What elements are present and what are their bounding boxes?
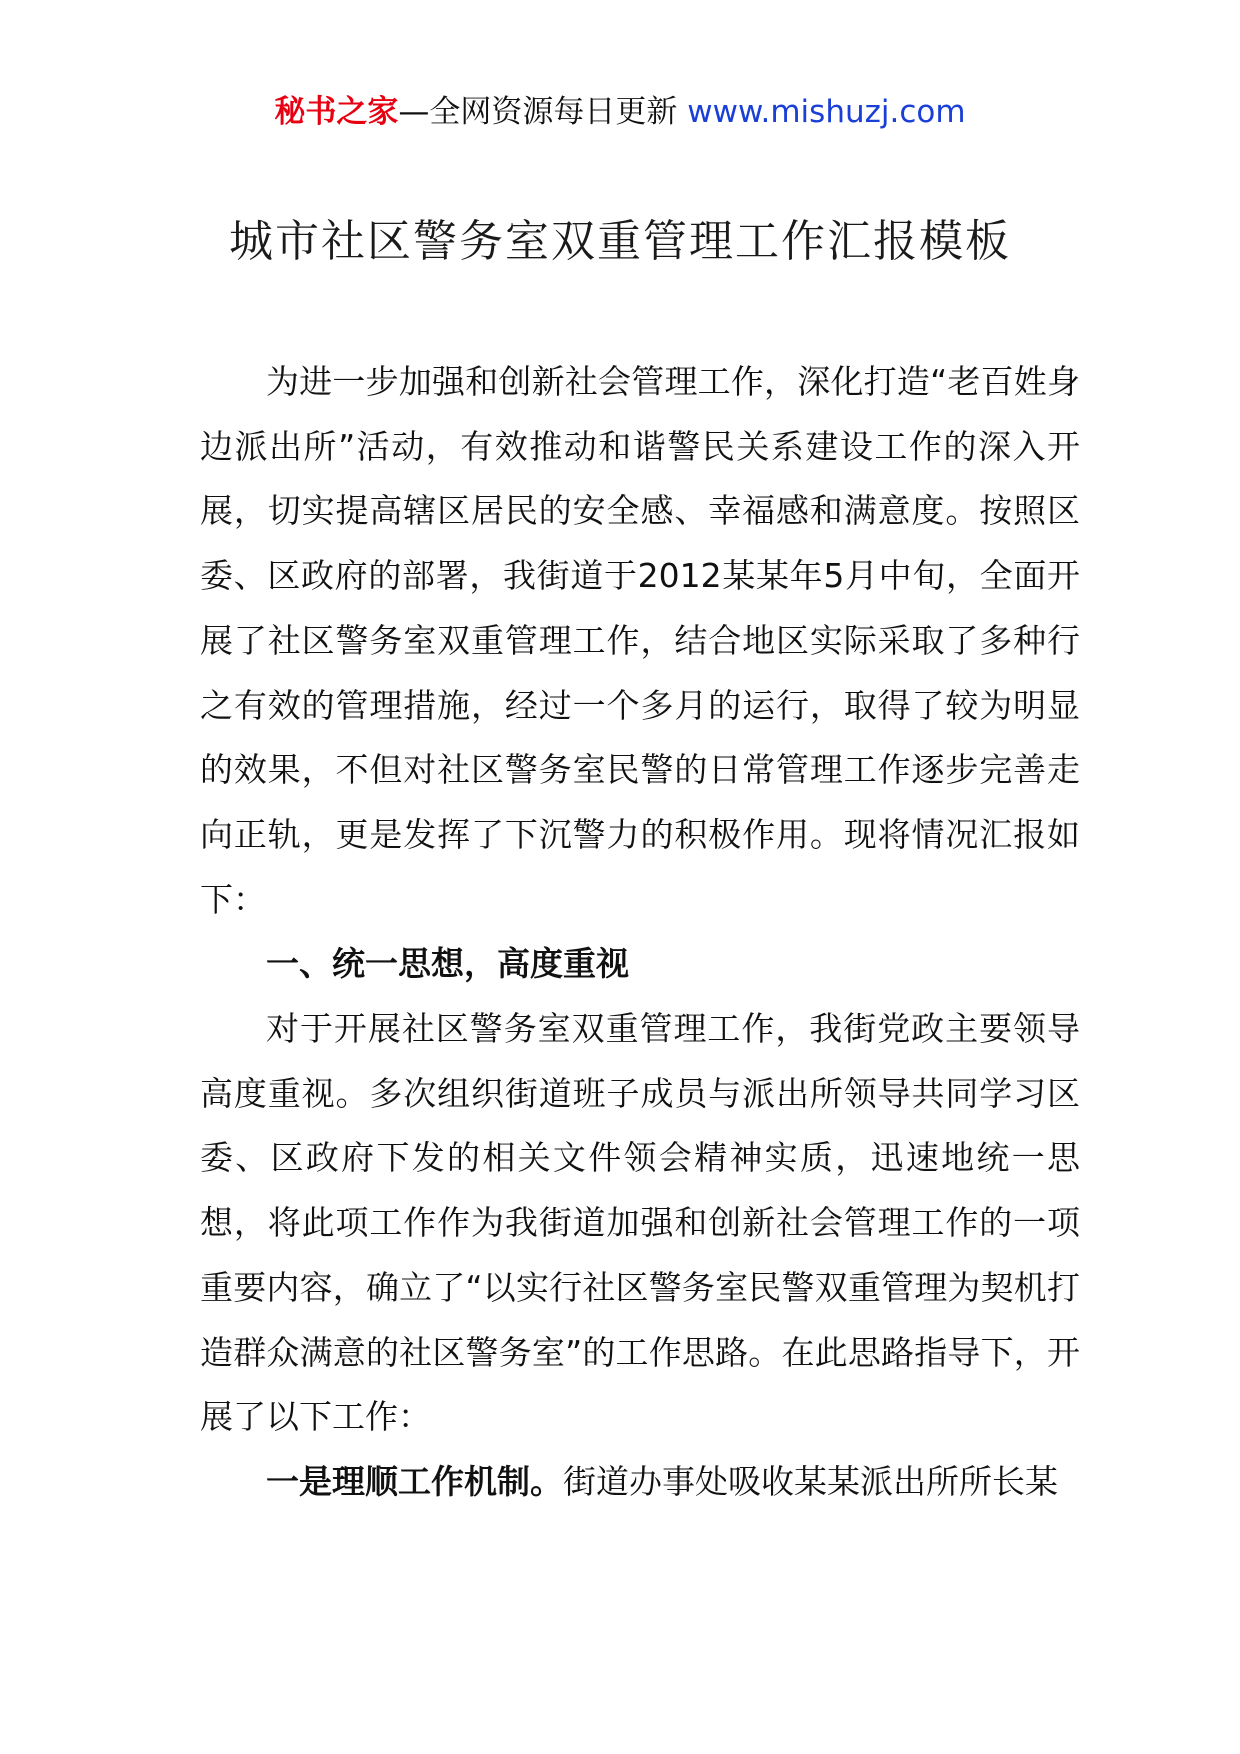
item-lead: 一是理顺工作机制。 [266, 1461, 563, 1501]
intro-paragraph: 为进一步加强和创新社会管理工作，深化打造“老百姓身边派出所”活动，有效推动和谐警民关系建设工作的深入开展，切实提高辖区居民的安全感、幸福感和满意度。按照区委、区政府的部署，我街道于2012某某年5月中旬，全面开展了社区警务室双重管理工作，结合地区实际采取了多种行之有效的管理措施，经过一个多月的运行，取得了较为明显的效果，不但对社区警务室民警的日常管理工作逐步完善走向正轨，更是发挥了下沉警力的积极作用。现将情况汇报如下： [200, 362, 1080, 919]
site-tagline: —全网资源每日更新 [398, 94, 678, 130]
document-body [200, 350, 1080, 1515]
site-url-link[interactable]: www.mishuzj.com [687, 94, 966, 130]
section-heading: 一、统一思想，高度重视 [266, 944, 629, 984]
site-brand: 秘书之家 [274, 94, 399, 130]
item-paragraph [200, 1450, 1080, 1515]
site-header [0, 92, 1240, 132]
document-title: 城市社区警务室双重管理工作汇报模板 [229, 216, 1011, 267]
item-text: 街道办事处吸收某某派出所所长某 [563, 1461, 1058, 1501]
section-paragraph: 对于开展社区警务室双重管理工作，我街党政主要领导高度重视。多次组织街道班子成员与派出所领导共同学习区委、区政府下发的相关文件领会精神实质，迅速地统一思想，将此项工作作为我街道加强和创新社会管理工作的一项重要内容，确立了“以实行社区警务室民警双重管理为契机打造群众满意的社区警务室”的工作思路。在此思路指导下，开展了以下工作： [200, 1009, 1080, 1437]
